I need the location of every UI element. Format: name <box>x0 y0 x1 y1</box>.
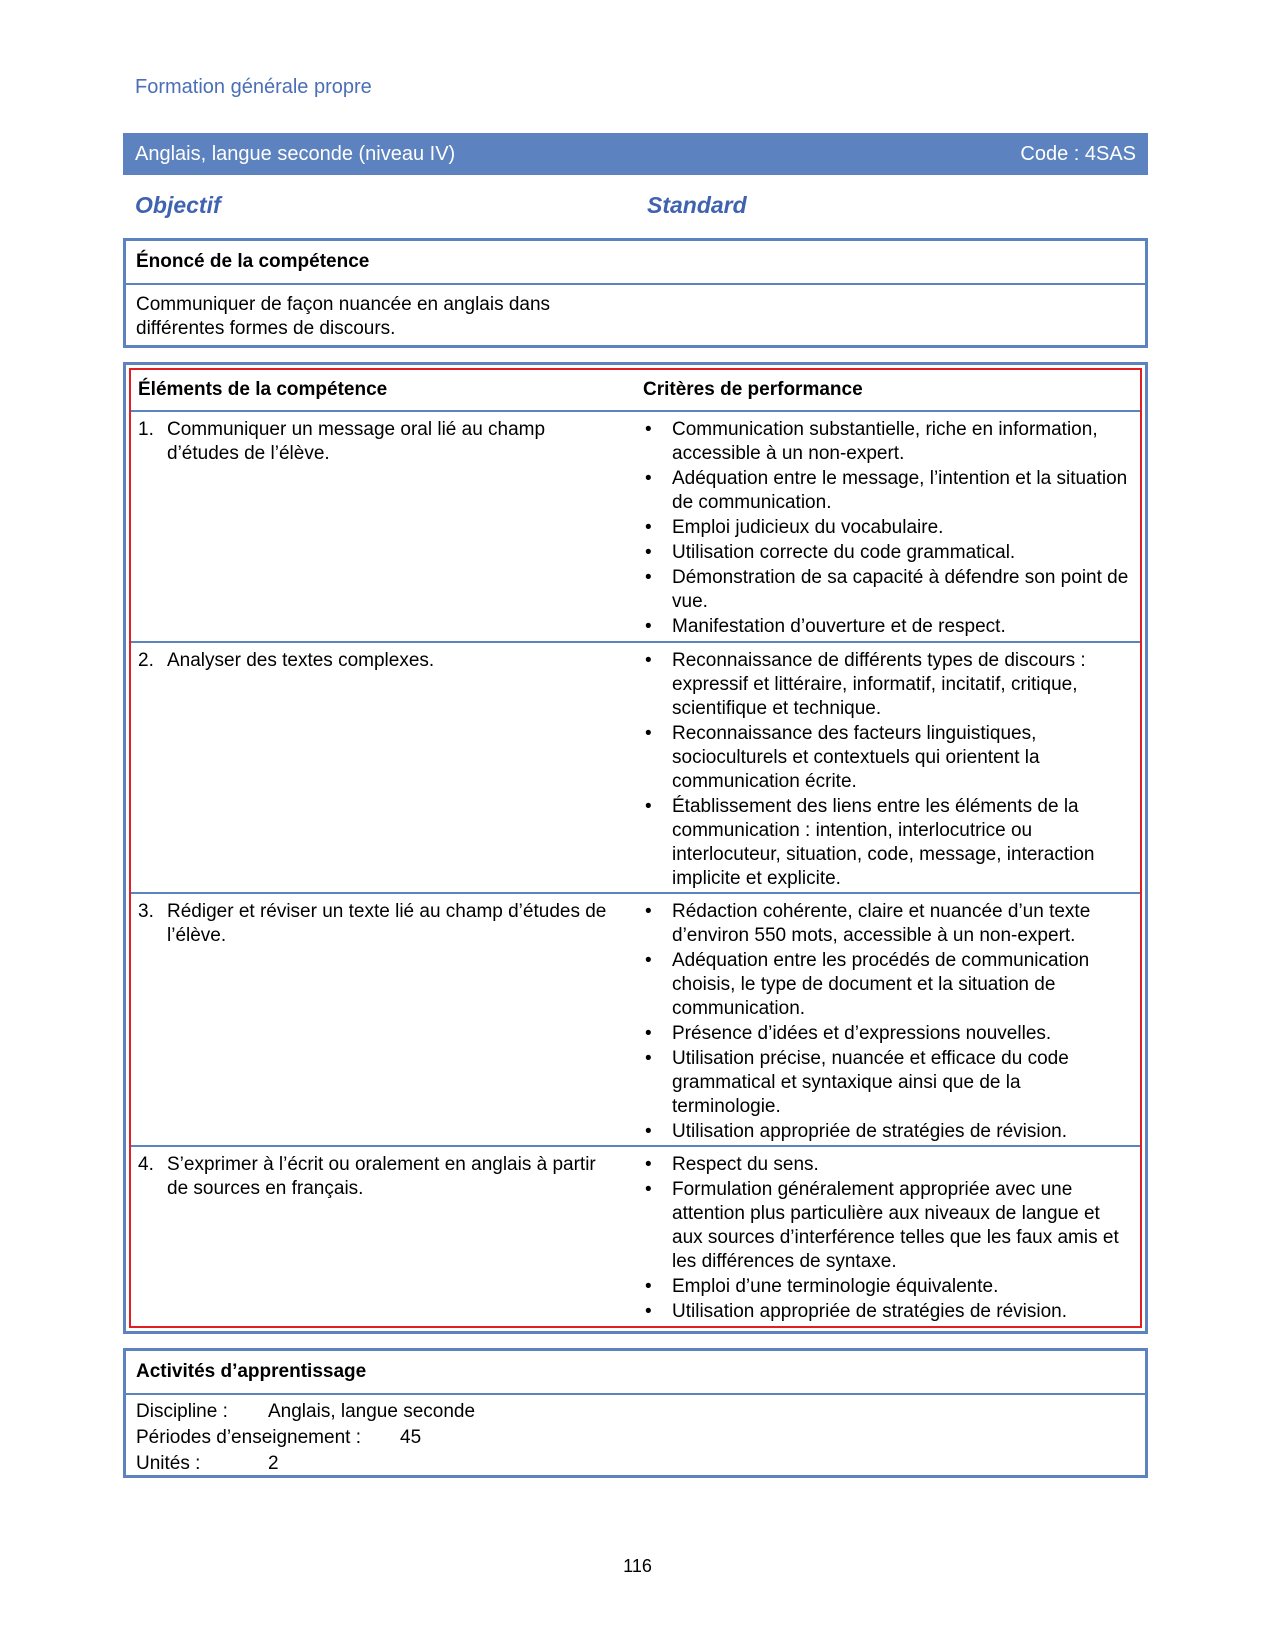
element-text: Analyser des textes complexes. <box>167 650 435 671</box>
criteria-list <box>643 900 1133 1145</box>
element-cell <box>138 649 618 673</box>
element-number: 1. <box>138 419 154 440</box>
competence-table <box>123 362 1148 1334</box>
course-title-bar <box>123 133 1148 175</box>
enonce-text: Communiquer de façon nuancée en anglais dans différentes formes de discours. <box>136 294 551 339</box>
criteria-item: • Établissement des liens entre les éléments de la communication : intention, interlocutrice ou interlocuteur, situation, code, message, interaction implicite et explicite. <box>643 795 1133 891</box>
element-text: S’exprimer à l’écrit ou oralement en anglais à partir de sources en français. <box>167 1154 596 1199</box>
criteria-item: • Adéquation entre les procédés de communication choisis, le type de document et la situation de communication. <box>643 949 1133 1021</box>
discipline-label: Discipline : <box>136 1401 228 1422</box>
element-number: 2. <box>138 650 154 671</box>
table-header <box>131 370 1140 412</box>
discipline-line <box>136 1399 1135 1425</box>
element-cell <box>138 418 618 466</box>
criteria-item: • Présence d’idées et d’expressions nouvelles. <box>643 1022 1133 1046</box>
table-row <box>131 643 1140 894</box>
criteria-item: • Reconnaissance de différents types de discours : expressif et littéraire, informatif, incitatif, critique, scientifique et technique. <box>643 649 1133 721</box>
table-row <box>131 894 1140 1147</box>
criteria-item: • Démonstration de sa capacité à défendre son point de vue. <box>643 566 1133 614</box>
element-number: 4. <box>138 1154 154 1175</box>
enonce-heading: Énoncé de la compétence <box>126 241 1145 285</box>
criteria-list <box>643 418 1133 640</box>
course-code: Code : 4SAS <box>1020 143 1136 165</box>
element-cell <box>138 1153 618 1201</box>
element-number: 3. <box>138 901 154 922</box>
criteria-list <box>643 649 1133 892</box>
table-row <box>131 412 1140 643</box>
col-elements-header: Éléments de la compétence <box>138 379 388 400</box>
periodes-line <box>136 1425 1135 1451</box>
objectif-standard-row <box>135 192 755 219</box>
course-title: Anglais, langue seconde (niveau IV) <box>135 143 456 165</box>
objectif-label: Objectif <box>135 192 221 218</box>
criteria-item: • Utilisation précise, nuancée et efficace du code grammatical et syntaxique ainsi que de la terminologie. <box>643 1047 1133 1119</box>
criteria-item: • Utilisation appropriée de stratégies de révision. <box>643 1120 1133 1144</box>
col-criteres-header: Critères de performance <box>643 379 863 400</box>
criteria-item: • Communication substantielle, riche en information, accessible à un non-expert. <box>643 418 1133 466</box>
criteria-item: • Adéquation entre le message, l’intention et la situation de communication. <box>643 467 1133 515</box>
criteria-item: • Emploi d’une terminologie équivalente. <box>643 1275 1133 1299</box>
criteria-item: • Reconnaissance des facteurs linguistiques, socioculturels et contextuels qui orientent la communication écrite. <box>643 722 1133 794</box>
enonce-box <box>123 238 1148 348</box>
criteria-item: • Manifestation d’ouverture et de respect. <box>643 615 1133 639</box>
unites-label: Unités : <box>136 1453 201 1474</box>
section-label: Formation générale propre <box>135 76 372 98</box>
standard-label: Standard <box>647 192 747 218</box>
criteria-item: • Rédaction cohérente, claire et nuancée d’un texte d’environ 550 mots, accessible à un non-expert. <box>643 900 1133 948</box>
criteria-item: • Utilisation correcte du code grammatical. <box>643 541 1133 565</box>
table-row <box>131 1147 1140 1327</box>
periodes-value: 45 <box>400 1427 422 1448</box>
unites-line <box>136 1451 1135 1477</box>
discipline-value: Anglais, langue seconde <box>268 1401 476 1422</box>
criteria-item: • Respect du sens. <box>643 1153 1133 1177</box>
element-text: Communiquer un message oral lié au champ d’études de l’élève. <box>167 419 546 464</box>
activites-box <box>123 1348 1148 1478</box>
criteria-item: • Utilisation appropriée de stratégies de révision. <box>643 1300 1133 1324</box>
periodes-label: Périodes d’enseignement : <box>136 1427 361 1448</box>
activites-body <box>126 1395 1145 1481</box>
competence-table-inner <box>129 368 1142 1328</box>
element-text: Rédiger et réviser un texte lié au champ d’études de l’élève. <box>167 901 607 946</box>
criteria-item: • Formulation généralement appropriée avec une attention plus particulière aux niveaux de langue et aux sources d’interférence telles que les faux amis et les différences de syntaxe. <box>643 1178 1133 1274</box>
criteria-list <box>643 1153 1133 1325</box>
element-cell <box>138 900 618 948</box>
page-number: 116 <box>623 1556 652 1576</box>
unites-value: 2 <box>268 1453 279 1474</box>
activites-heading: Activités d’apprentissage <box>126 1351 1145 1395</box>
criteria-item: • Emploi judicieux du vocabulaire. <box>643 516 1133 540</box>
